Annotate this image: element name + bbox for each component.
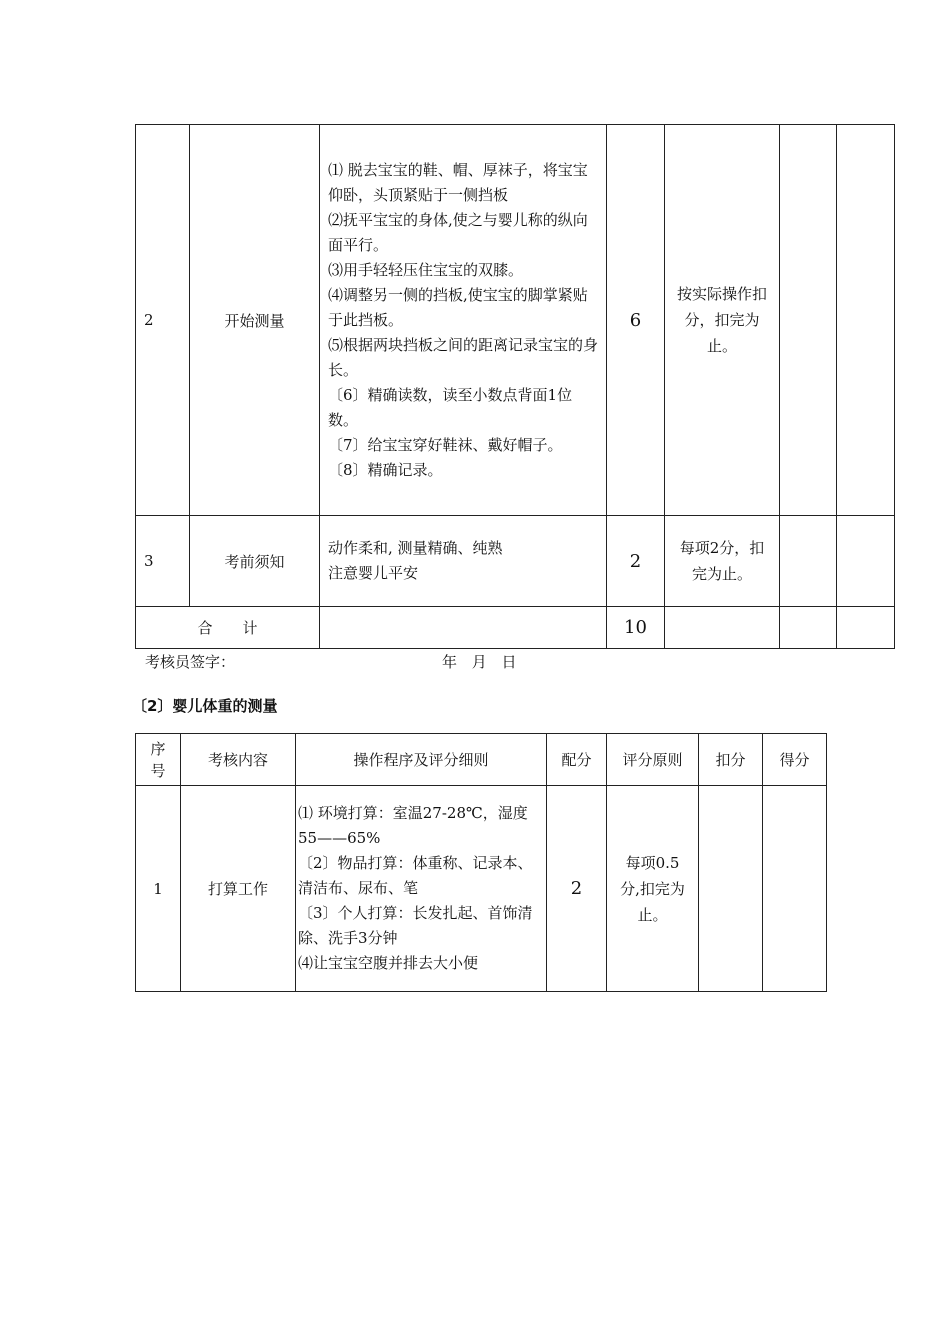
step-text: ⑵抚平宝宝的身体,使之与婴儿称的纵向面平行。	[328, 210, 588, 254]
row-content: 开始测量	[190, 125, 320, 516]
table-row	[136, 516, 895, 607]
step-text: ⑸根据两块挡板之间的距离记录宝宝的身长。	[328, 335, 599, 379]
section-title: 〔2〕婴儿体重的测量	[132, 697, 278, 715]
row-steps	[320, 125, 607, 516]
result-cell	[837, 125, 895, 516]
assessment-table-length	[135, 124, 895, 649]
result-cell	[763, 786, 827, 992]
header-cell: 扣分	[699, 734, 763, 786]
total-steps-cell	[320, 607, 607, 649]
row-steps	[296, 786, 547, 992]
row-score: 2	[547, 786, 607, 992]
header-cell: 序号	[136, 734, 181, 786]
step-text: ⑷调整另一侧的挡板,使宝宝的脚掌紧贴于此挡板。	[328, 285, 588, 329]
step-text: ⑴ 脱去宝宝的鞋、帽、厚袜子，将宝宝仰卧，头顶紧贴于一侧挡板	[328, 160, 588, 204]
step-text: 注意婴儿平安	[328, 564, 419, 582]
row-rule: 每项2分，扣完为止。	[665, 516, 780, 607]
total-row	[136, 607, 895, 649]
row-number: 2	[136, 125, 190, 516]
row-score: 6	[607, 125, 665, 516]
total-rule-cell	[665, 607, 780, 649]
row-content: 考前须知	[190, 516, 320, 607]
row-rule: 每项0.5分,扣完为止。	[607, 786, 699, 992]
row-number: 3	[136, 516, 190, 607]
row-number: 1	[136, 786, 181, 992]
deduction-cell	[780, 125, 837, 516]
table-row	[136, 125, 895, 516]
signature-date: 年 月 日	[442, 653, 517, 671]
step-text: ⑶用手轻轻压住宝宝的双膝。	[328, 260, 524, 279]
deduction-cell	[780, 516, 837, 607]
row-rule: 按实际操作扣分，扣完为止。	[665, 125, 780, 516]
step-text: 〔7〕给宝宝穿好鞋袜、戴好帽子。	[328, 435, 563, 454]
row-score: 2	[607, 516, 665, 607]
header-row	[136, 734, 827, 786]
step-text: ⑷让宝宝空腹并排去大小便	[298, 954, 479, 972]
header-cell: 考核内容	[181, 734, 296, 786]
step-text: 〔8〕精确记录。	[328, 460, 443, 479]
header-cell: 操作程序及评分细则	[296, 734, 547, 786]
deduction-cell	[699, 786, 763, 992]
row-content: 打算工作	[181, 786, 296, 992]
step-text: ⑴ 环境打算：室温27-28℃，湿度55——65%	[298, 804, 528, 847]
total-score: 10	[607, 607, 665, 649]
assessment-table-weight	[135, 733, 827, 992]
step-text: 〔3〕个人打算：长发扎起、首饰清除、洗手3分钟	[298, 904, 533, 947]
step-text: 动作柔和, 测量精确、纯熟	[328, 539, 503, 557]
deduction-cell	[780, 607, 837, 649]
step-text: 〔2〕物品打算：体重称、记录本、清洁布、尿布、笔	[298, 854, 533, 897]
step-text: 〔6〕精确读数，读至小数点背面1位数。	[328, 385, 573, 429]
row-steps	[320, 516, 607, 607]
result-cell	[837, 607, 895, 649]
header-cell: 配分	[547, 734, 607, 786]
result-cell	[837, 516, 895, 607]
total-label: 合 计	[136, 607, 320, 649]
header-cell: 评分原则	[607, 734, 699, 786]
table-row	[136, 786, 827, 992]
examiner-signature-label: 考核员签字：	[145, 653, 236, 671]
header-cell: 得分	[763, 734, 827, 786]
